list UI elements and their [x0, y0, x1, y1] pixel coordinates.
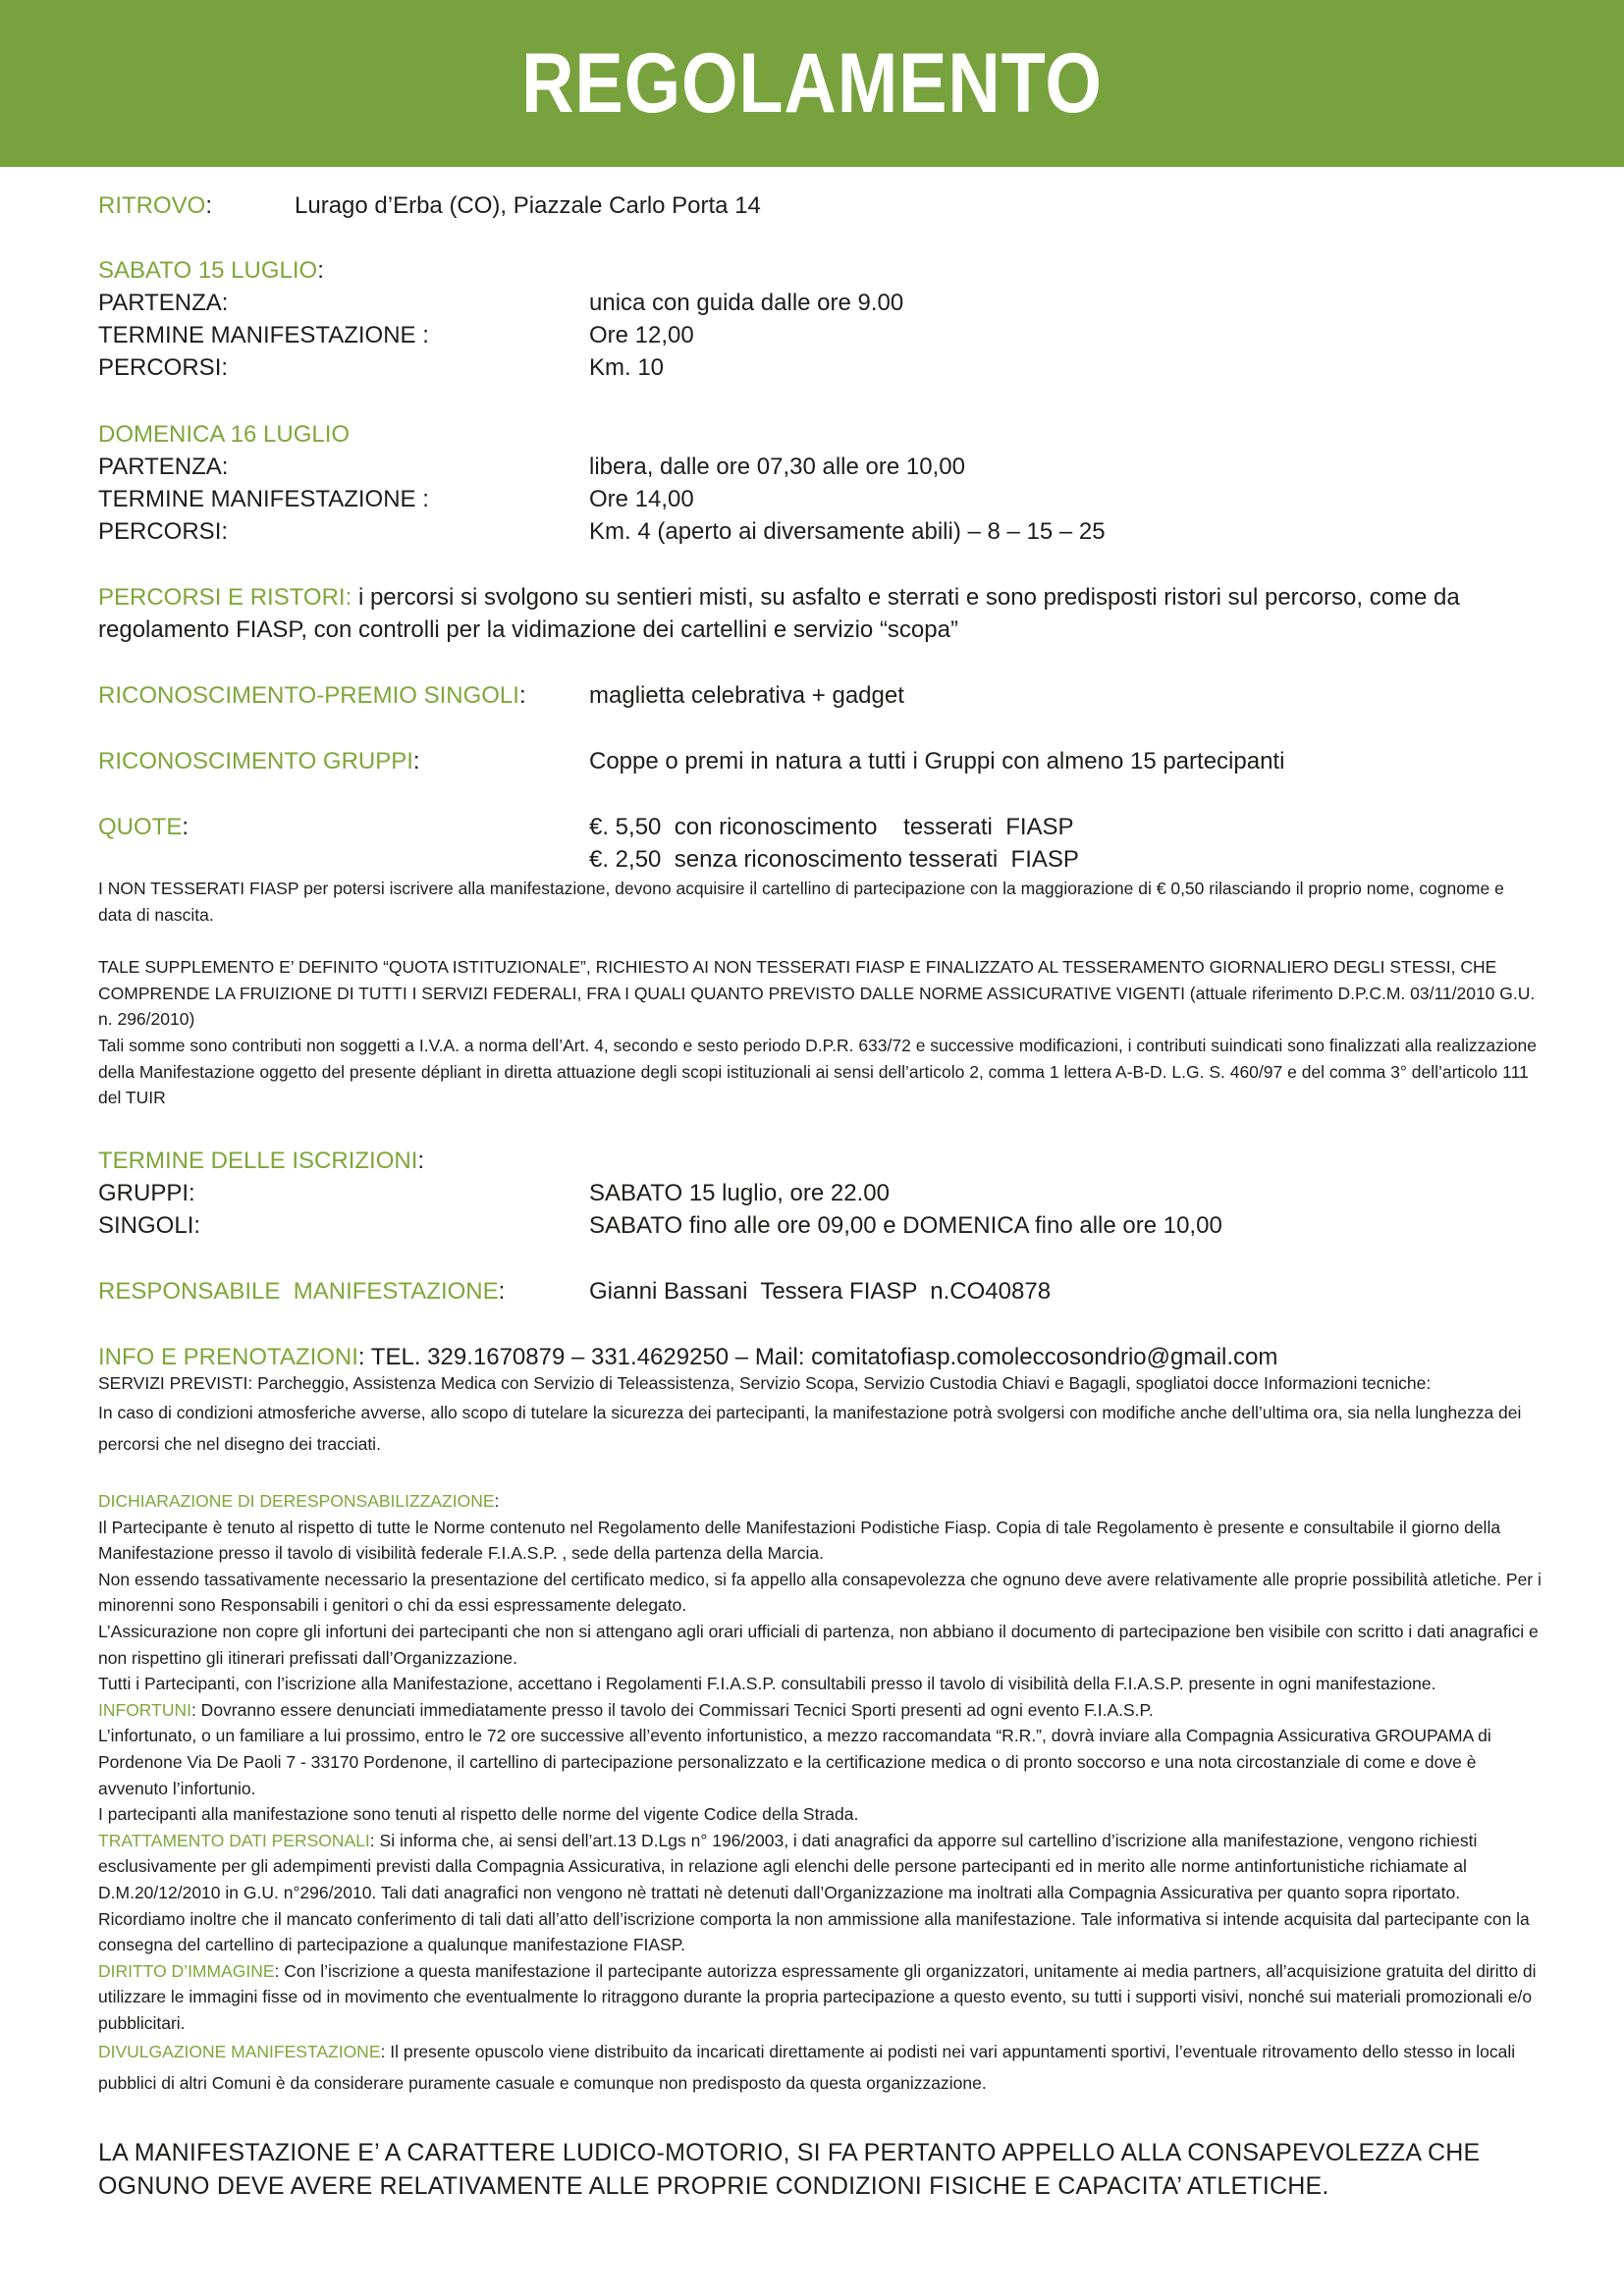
responsabile-value: Gianni Bassani Tessera FIASP n.CO40878	[589, 1278, 1052, 1305]
quote-somme: Tali somme sono contributi non soggetti a I.V.A. a norma dell’Art. 4, secondo e sesto periodo D.P.R. 633/72 e successive modificazioni, i contributi suindicati sono finalizzati alla realizzazione della Manifestazione oggetto del presente dépliant in diretta attuazione degli scopi istituzionali ai sensi dell’articolo 2, comma 1 lettera A-B-D. L.G. S. 460/97 e del comma 3° dell’articolo 111 del TUIR	[98, 1036, 1537, 1108]
iscrizioni-singoli-value: SABATO fino alle ore 09,00 e DOMENICA fino alle ore 10,00	[589, 1212, 1222, 1239]
diritto-label: DIRITTO D’IMMAGINE	[98, 1960, 275, 1981]
domenica-percorsi-label: PERCORSI:	[98, 518, 229, 545]
info-label: INFO E PRENOTAZIONI	[98, 1344, 358, 1370]
infortuni-paragraph: INFORTUNI: Dovranno essere denunciati immediatamente presso il tavolo dei Commissari Tecnici Sporti presenti ad ogni evento F.I.A.S.P.	[98, 1699, 1154, 1720]
premio-gruppi-value: Coppe o premi in natura a tutti i Gruppi con almeno 15 partecipanti	[589, 748, 1285, 774]
sabato-partenza-value: unica con guida dalle ore 9.00	[589, 290, 904, 316]
domenica-percorsi-value: Km. 4 (aperto ai diversamente abili) – 8 – 15 – 25	[589, 518, 1106, 545]
divulgazione-label: DIVULGAZIONE MANIFESTAZIONE	[98, 2042, 381, 2062]
quote-note: I NON TESSERATI FIASP per potersi iscrivere alla manifestazione, devono acquisire il cartellino di partecipazione con la maggiorazione di € 0,50 rilasciando il proprio nome, cognome e data di nascita.	[98, 879, 1504, 925]
info-line	[98, 1341, 1277, 1373]
quote-value-tesserati: €. 5,50 con riconoscimento tesserati FIASP	[589, 814, 1074, 840]
sabato-percorsi-value: Km. 10	[589, 354, 665, 381]
percorsi-ristori-text: i percorsi si svolgono su sentieri misti, su asfalto e sterrati e sono predisposti ristori sul percorso, come da regolamento FIASP, con controlli per la vidimazione dei cartellini e servizio “scopa”	[98, 584, 1460, 643]
sabato-heading: SABATO 15 LUGLIO:	[98, 257, 324, 284]
dichiarazione-p3: L’Assicurazione non copre gli infortuni dei partecipanti che non si attengano agli orari ufficiali di partenza, non abbiano il documento di partecipazione ben visibile con scritto i dati anagrafici e non rispettino gli itinerari prefissati dall’Organizzazione.	[98, 1621, 1539, 1668]
quote-value-non-tesserati: €. 2,50 senza riconoscimento tesserati FIASP	[589, 846, 1079, 873]
domenica-termine-label: TERMINE MANIFESTAZIONE :	[98, 486, 429, 512]
domenica-partenza-value: libera, dalle ore 07,30 alle ore 10,00	[589, 454, 965, 480]
ritrovo-value: Lurago d’Erba (CO), Piazzale Carlo Porta 14	[295, 192, 761, 219]
divulgazione-paragraph: DIVULGAZIONE MANIFESTAZIONE: Il presente opuscolo viene distribuito da incaricati direttamente ai podisti nei vari appuntamenti sportivi, l’eventuale ritrovamento dello stesso in locali pubblici di altri Comuni è da considerare puramente casuale e comunque non predisposto da questa organizzazione.	[98, 2042, 1516, 2094]
domenica-partenza-label: PARTENZA:	[98, 454, 229, 480]
trattamento-paragraph: TRATTAMENTO DATI PERSONALI: Si informa che, ai sensi dell’art.13 D.Lgs n° 196/2003, i dati anagrafici da apporre sul cartellino d’iscrizione alla manifestazione, vengono richiesti esclusivamente per gli adempimenti previsti dalla Compagnia Assicurativa, in relazione agli elenchi delle persone partecipanti ed in merito alle norme antinfortunistiche richiamate al D.M.20/12/2010 in G.U. n°296/2010. Tali dati anagrafici non vengono nè trattati nè detenuti dall’Organizzazione ma inoltrati alla Compagnia Assicurativa per quanto sopra riportato. Ricordiamo inoltre che il mancato conferimento di tali dati all’atto dell’iscrizione comporta la non ammissione alla manifestazione. Tale informativa si intende acquisita dal partecipante con la consegna del cartellino di partecipazione a qualunque manifestazione FIASP.	[98, 1830, 1530, 1955]
sabato-termine-label: TERMINE MANIFESTAZIONE :	[98, 322, 429, 348]
sabato-partenza-label: PARTENZA:	[98, 290, 229, 316]
domenica-termine-value: Ore 14,00	[589, 486, 694, 512]
legal-block	[98, 1488, 1542, 2099]
quote-label: QUOTE:	[98, 814, 189, 840]
sabato-percorsi-label: PERCORSI:	[98, 354, 229, 381]
iscrizioni-heading: TERMINE DELLE ISCRIZIONI:	[98, 1148, 425, 1174]
infortuni-p3: I partecipanti alla manifestazione sono tenuti al rispetto delle norme del vigente Codice della Strada.	[98, 1804, 859, 1825]
servizi-previsti: SERVIZI PREVISTI: Parcheggio, Assistenza Medica con Servizio di Teleassistenza, Servizio Scopa, Servizio Custodia Chiavi e Bagagli, spogliatoi docce Informazioni tecniche:	[98, 1373, 1432, 1393]
quote-supplemento: TALE SUPPLEMENTO E’ DEFINITO “QUOTA ISTITUZIONALE”, RICHIESTO AI NON TESSERATI FIASP E FINALIZZATO AL TESSERAMENTO GIORNALIERO DEGLI STESSI, CHE COMPRENDE LA FRUIZIONE DI TUTTI I SERVIZI FEDERALI, FRA I QUALI QUANTO PREVISTO DALLE NORME ASSICURATIVE VIGENTI (attuale riferimento D.P.C.M. 03/11/2010 G.U. n. 296/2010)	[98, 957, 1536, 1030]
infortuni-label: INFORTUNI	[98, 1699, 191, 1720]
trattamento-label: TRATTAMENTO DATI PERSONALI	[98, 1830, 370, 1850]
infortuni-p2: L’infortunato, o un familiare a lui prossimo, entro le 72 ore successive all’evento infortunistico, a mezzo raccomandata “R.R.”, dovrà inviare alla Compagnia Assicurativa GROUPAMA di Pordenone Via De Paoli 7 - 33170 Pordenone, il cartellino di partecipazione personalizzato e la certificazione medica o di pronto soccorso e una nota circostanziale di come e dove è avvenuto l’infortunio.	[98, 1726, 1491, 1798]
iscrizioni-gruppi-value: SABATO 15 luglio, ore 22.00	[589, 1180, 890, 1206]
dichiarazione-p2: Non essendo tassativamente necessario la presentazione del certificato medico, si fa appello alla consapevolezza che ognuno deve avere relativamente alle proprie possibilità atletiche. Per i minorenni sono Responsabili i genitori o chi da essi espressamente delegato.	[98, 1569, 1542, 1616]
premio-singoli-value: maglietta celebrativa + gadget	[589, 682, 904, 709]
page-title: REGOLAMENTO	[521, 36, 1103, 131]
ritrovo-label: RITROVO:	[98, 192, 213, 219]
percorsi-ristori-paragraph	[98, 581, 1532, 646]
premio-gruppi-label: RICONOSCIMENTO GRUPPI:	[98, 748, 420, 774]
percorsi-ristori-label: PERCORSI E RISTORI:	[98, 584, 352, 611]
responsabile-label: RESPONSABILE MANIFESTAZIONE:	[98, 1278, 506, 1305]
sabato-termine-value: Ore 12,00	[589, 322, 694, 348]
condizioni-atmosferiche: In caso di condizioni atmosferiche avverse, allo scopo di tutelare la sicurezza dei partecipanti, la manifestazione potrà svolgersi con modifiche anche dell’ultima ora, sia nella lunghezza dei percorsi che nel disegno dei tracciati.	[98, 1403, 1522, 1454]
iscrizioni-gruppi-label: GRUPPI:	[98, 1180, 195, 1206]
dichiarazione-p1: Il Partecipante è tenuto al rispetto di tutte le Norme contenuto nel Regolamento delle Manifestazioni Podistiche Fiasp. Copia di tale Regolamento è presente e consultabile il giorno della Manifestazione presso il tavolo di visibilità federale F.I.A.S.P. , sede della partenza della Marcia.	[98, 1517, 1501, 1564]
final-disclaimer: LA MANIFESTAZIONE E’ A CARATTERE LUDICO-MOTORIO, SI FA PERTANTO APPELLO ALLA CONSAPEVOLEZZA CHE OGNUNO DEVE AVERE RELATIVAMENTE ALLE PROPRIE CONDIZIONI FISICHE E CAPACITA’ ATLETICHE.	[98, 2139, 1481, 2200]
iscrizioni-singoli-label: SINGOLI:	[98, 1212, 201, 1239]
dichiarazione-heading: DICHIARAZIONE DI DERESPONSABILIZZAZIONE:	[98, 1491, 500, 1511]
domenica-heading: DOMENICA 16 LUGLIO	[98, 421, 351, 448]
premio-singoli-label: RICONOSCIMENTO-PREMIO SINGOLI:	[98, 682, 526, 709]
title-banner	[0, 0, 1624, 167]
dichiarazione-p4: Tutti i Partecipanti, con l’iscrizione alla Manifestazione, accettano i Regolamenti F.I.A.S.P. consultabili presso il tavolo di visibilità della F.I.A.S.P. presente in ogni manifestazione.	[98, 1674, 1436, 1694]
diritto-paragraph: DIRITTO D’IMMAGINE: Con l’iscrizione a questa manifestazione il partecipante autorizza espressamente gli organizzatori, unitamente ai media partners, all’acquisizione gratuita del diritto di utilizzare le immagini fisse od in movimento che eventualmente lo ritraggono durante la propria partecipazione a questo evento, su tutti i supporti visivi, nonché sui materiali promozionali e/o pubblicitari.	[98, 1960, 1537, 2033]
info-text: : TEL. 329.1670879 – 331.4629250 – Mail: comitatofiasp.comoleccosondrio@gmail.com	[357, 1344, 1278, 1370]
